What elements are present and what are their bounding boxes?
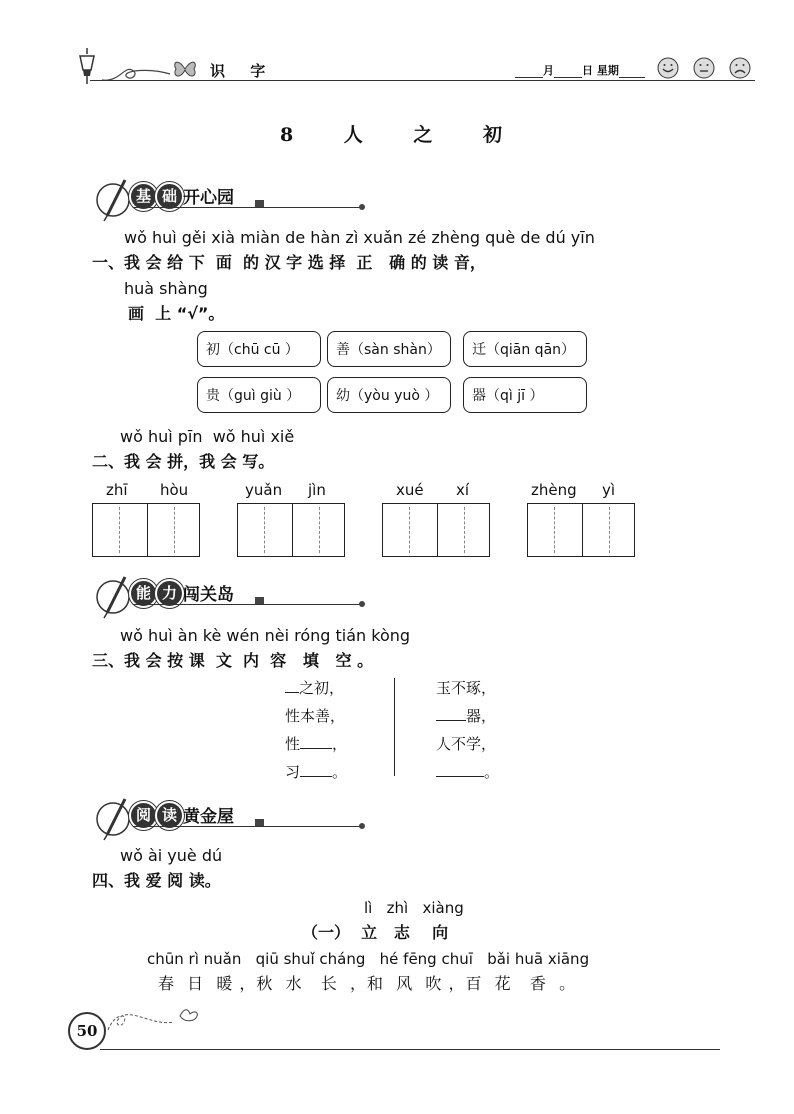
q2-instruction: 二、我 会 拼，我 会 写。 (92, 452, 275, 471)
section-badge-char: 读 (155, 801, 184, 830)
q1-instruction: 一、我 会 给 下 面 的 汉 字 选 择 正 确 的 读 音， (92, 253, 486, 272)
q3-pinyin: wǒ huì àn kè wén nèi róng tián kòng (120, 626, 411, 645)
swirl-decoration (100, 60, 180, 88)
grid-pinyin: xí (456, 481, 470, 499)
q1-instruction-2: 画 上 “√”。 (128, 304, 225, 323)
section-badge-char: 能 (129, 579, 158, 608)
choice-box[interactable]: 初（chū cū ） (197, 331, 321, 367)
poem-line: 玉不琢， (436, 679, 497, 697)
grid-pinyin: zhèng (531, 481, 577, 499)
choice-box[interactable]: 迁（qiān qān） (463, 331, 587, 367)
section-banner-reading (95, 797, 370, 842)
grid-pinyin: hòu (160, 481, 189, 499)
poem-line: 性本善， (285, 707, 346, 725)
choice-box[interactable]: 善（sàn shàn） (327, 331, 451, 367)
poem-left-column (285, 674, 347, 786)
q1-pinyin-2: huà shàng (124, 279, 208, 298)
q2-pinyin: wǒ huì pīn wǒ huì xiě (120, 427, 295, 446)
q4-pinyin: wǒ ài yuè dú (120, 846, 223, 865)
poem-line: 器， (436, 702, 499, 730)
choice-box[interactable]: 贵（guì giù ） (197, 377, 321, 413)
section-title: 闯关岛 (183, 585, 234, 605)
grid-pinyin: yuǎn (245, 481, 283, 499)
neutral-face-icon (692, 56, 716, 84)
poem-right-column (436, 674, 499, 786)
grid-pinyin: yì (602, 481, 616, 499)
header-section-title: 识 字 (210, 62, 276, 80)
sad-face-icon (728, 56, 752, 84)
lamp-icon (72, 46, 102, 90)
writing-grid[interactable] (92, 503, 200, 557)
q1-pinyin: wǒ huì gěi xià miàn de hàn zì xuǎn zé zhèng què de dú yīn (124, 228, 595, 247)
writing-grid[interactable] (527, 503, 635, 557)
footer-divider (100, 1049, 720, 1050)
smile-face-icon (656, 56, 680, 84)
section-banner-basics (95, 178, 370, 223)
q3-instruction: 三、我 会 按 课 文 内 容 填 空 。 (92, 651, 374, 670)
page-number: 50 (68, 1012, 106, 1050)
poem-line: 习 。 (285, 763, 348, 781)
reading-title-pinyin: lì zhì xiàng (364, 899, 464, 917)
grid-pinyin: zhī (106, 481, 128, 499)
fill-blank[interactable] (300, 761, 332, 777)
section-title: 开心园 (183, 188, 234, 208)
section-banner-ability (95, 575, 370, 620)
header-date: 月 日 星期 (515, 62, 645, 78)
reading-title: （一） 立 志 向 (302, 923, 449, 942)
fill-blank[interactable] (436, 705, 466, 721)
lesson-title: 8 人 之 初 (279, 124, 525, 146)
writing-grid[interactable] (382, 503, 490, 557)
fill-blank[interactable] (300, 733, 332, 749)
poem-line: 。 (436, 758, 499, 786)
reading-line-pinyin: chūn rì nuǎn qiū shuǐ cháng hé fēng chuī bǎi huā xiāng (147, 950, 590, 968)
poem-divider (394, 678, 395, 776)
choice-box[interactable]: 器（qì jī ） (463, 377, 587, 413)
fill-blank[interactable] (436, 761, 484, 777)
writing-grid[interactable] (237, 503, 345, 557)
grid-pinyin: xué (396, 481, 424, 499)
section-badge-char: 阅 (129, 801, 158, 830)
reading-line-text: 春 日 暖 ，秋 水 长 ，和 风 吹 ，百 花 香 。 (158, 974, 577, 993)
section-title: 黄金屋 (183, 807, 234, 827)
grid-pinyin: jìn (308, 481, 326, 499)
section-badge-char: 力 (155, 579, 184, 608)
section-badge-char: 基 (129, 182, 158, 211)
poem-line: 人不学， (436, 735, 497, 753)
fill-blank[interactable] (285, 677, 299, 693)
poem-line: 之初， (285, 674, 347, 702)
footer-swirl-decoration (104, 1004, 204, 1038)
section-badge-char: 础 (155, 182, 184, 211)
choice-box[interactable]: 幼（yòu yuò ） (327, 377, 451, 413)
poem-line: 性 ， (285, 735, 348, 753)
q4-instruction: 四、我 爱 阅 读。 (92, 871, 221, 890)
